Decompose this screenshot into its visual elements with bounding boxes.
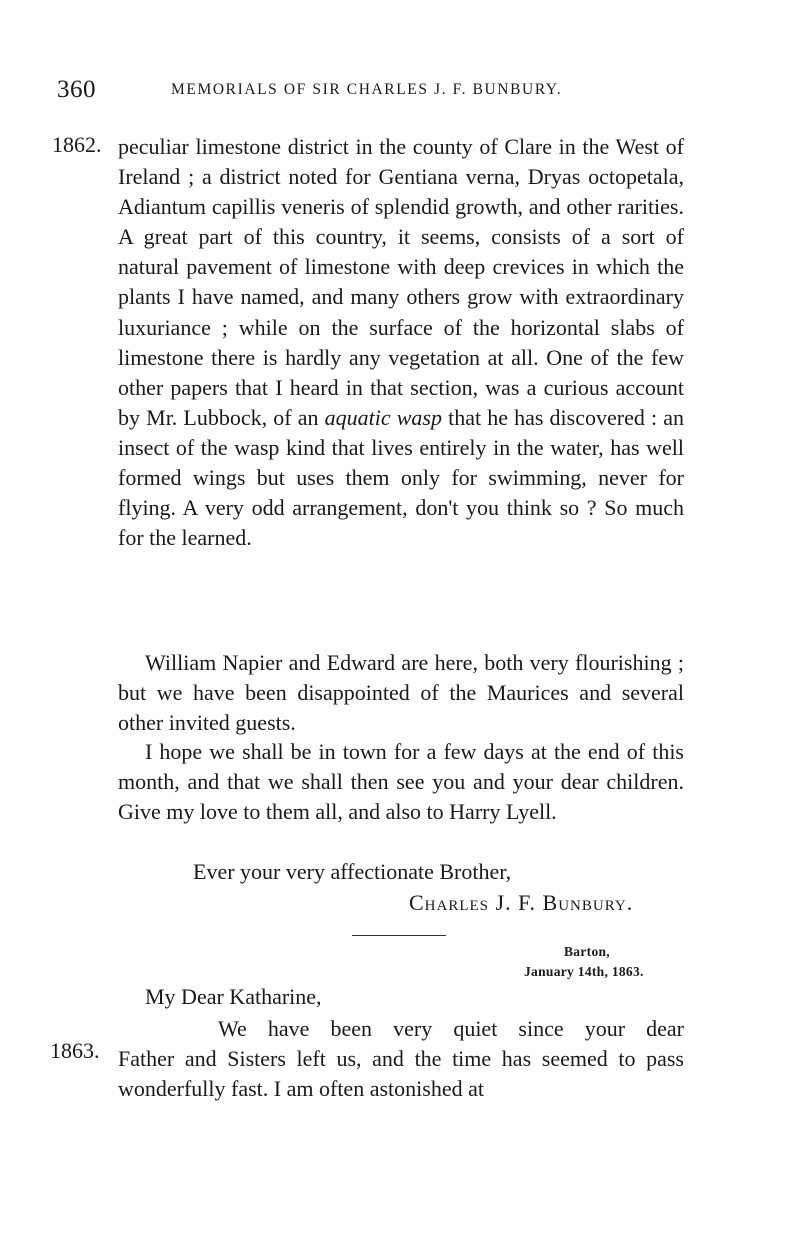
paragraph-limestone <box>118 132 684 553</box>
margin-year-1862: 1862. <box>52 132 102 157</box>
letter-opening-paragraph <box>118 1014 684 1104</box>
page-number: 360 <box>57 76 96 103</box>
paragraph-limestone-text-b: that he has discovered : an insect of the wasp kind that lives entirely in the water, has well formed wings but uses them only for swimming, never for flying. A very odd arrangement, don't you think so ? So much for the learned. <box>118 404 684 551</box>
letter-date: January 14th, 1863. <box>524 964 644 979</box>
letter-first-line: We have been very quiet since your dear <box>218 1016 684 1041</box>
paragraph-limestone-text-a: peculiar limestone district in the county of Clare in the West of Ireland ; a district noted for Gentiana verna, Dryas octopetala, Adiantum capillis veneris of splendid growth, and other rarities. A great part of this country, it seems, consists of a sort of natural pavement of limestone with deep crevices in which the plants I have named, and many others grow with extraordinary luxuriance ; while on the surface of the horizontal slabs of limestone there is hardly any vegetation at all. One of the few other papers that I heard in that section, was a curious account by Mr. Lubbock, of an <box>118 134 684 430</box>
paragraph-guests: William Napier and Edward are here, both very flourishing ; but we have been disappointed of the Maurices and several other invited guests. <box>118 650 684 736</box>
letter-closing: Ever your very affectionate Brother, <box>193 859 512 884</box>
letter-place: Barton, <box>564 944 610 959</box>
margin-year-1863: 1863. <box>50 1038 100 1063</box>
letter-salutation: My Dear Katharine, <box>145 984 322 1009</box>
running-head <box>57 76 647 106</box>
letter-body-text: Father and Sisters left us, and the time has seemed to pass wonderfully fast. I am often astonished at <box>118 1046 684 1102</box>
paragraph-town-visit: I hope we shall be in town for a few days at the end of this month, and that we shall then see you and your dear children. Give my love to them all, and also to Harry Lyell. <box>118 739 684 825</box>
running-title: MEMORIALS OF SIR CHARLES J. F. BUNBURY. <box>171 81 563 98</box>
section-divider <box>352 935 446 936</box>
italic-aquatic-wasp: aquatic wasp <box>324 404 442 430</box>
letter-signature: Charles J. F. Bunbury. <box>409 890 634 915</box>
